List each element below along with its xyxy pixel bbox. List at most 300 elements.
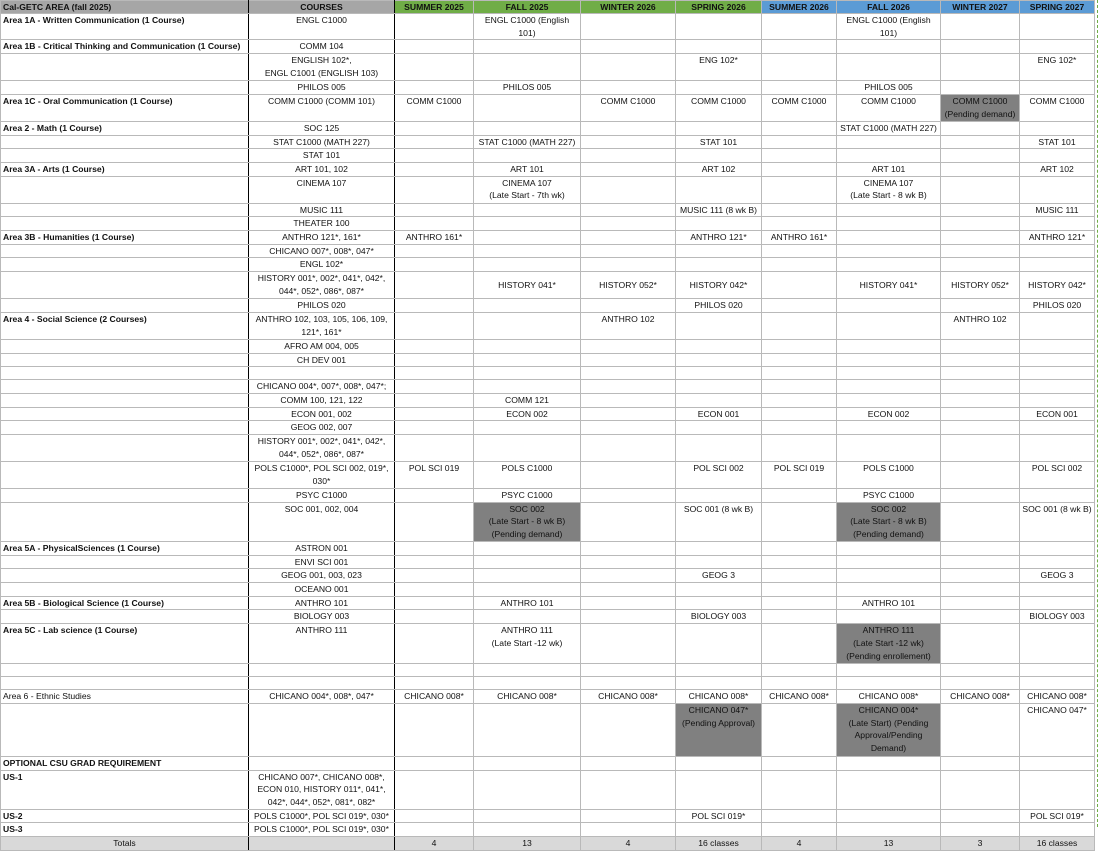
schedule-cell[interactable] [581, 407, 676, 421]
schedule-cell[interactable] [1020, 555, 1095, 569]
schedule-cell[interactable] [941, 231, 1020, 245]
course-cell[interactable]: ENGL C1000 [249, 14, 395, 40]
schedule-cell[interactable] [762, 40, 837, 54]
schedule-cell[interactable] [581, 541, 676, 555]
schedule-cell[interactable] [581, 203, 676, 217]
schedule-cell[interactable] [941, 555, 1020, 569]
schedule-cell[interactable] [474, 677, 581, 690]
schedule-cell[interactable] [837, 582, 941, 596]
schedule-cell[interactable] [762, 435, 837, 462]
header-term[interactable]: FALL 2025 [474, 1, 581, 14]
area-cell[interactable] [1, 367, 249, 380]
schedule-cell[interactable] [395, 703, 474, 756]
area-cell[interactable]: Area 2 - Math (1 Course) [1, 121, 249, 135]
schedule-cell[interactable] [474, 339, 581, 353]
schedule-cell[interactable] [676, 421, 762, 435]
schedule-cell[interactable] [474, 217, 581, 231]
area-cell[interactable] [1, 54, 249, 81]
area-cell[interactable]: OPTIONAL CSU GRAD REQUIREMENT [1, 756, 249, 770]
schedule-cell[interactable] [474, 569, 581, 583]
schedule-cell[interactable]: CHICANO 008* [474, 690, 581, 704]
schedule-cell[interactable] [762, 14, 837, 40]
schedule-cell[interactable] [837, 54, 941, 81]
area-cell[interactable] [1, 272, 249, 299]
area-cell[interactable] [1, 244, 249, 258]
schedule-cell[interactable] [581, 435, 676, 462]
course-cell[interactable]: CHICANO 004*, 008*, 047* [249, 690, 395, 704]
schedule-cell[interactable] [1020, 217, 1095, 231]
schedule-cell[interactable]: ANTHRO 121* [676, 231, 762, 245]
totals-value[interactable]: 13 [837, 837, 941, 851]
schedule-cell[interactable]: BIOLOGY 003 [676, 610, 762, 624]
schedule-cell[interactable] [1020, 596, 1095, 610]
schedule-cell[interactable] [837, 555, 941, 569]
area-cell[interactable]: Area 3A - Arts (1 Course) [1, 162, 249, 176]
schedule-cell[interactable] [837, 312, 941, 339]
course-cell[interactable]: SOC 001, 002, 004 [249, 502, 395, 541]
schedule-cell[interactable] [837, 677, 941, 690]
schedule-cell[interactable] [762, 809, 837, 823]
totals-value[interactable]: 4 [762, 837, 837, 851]
schedule-cell[interactable] [581, 770, 676, 809]
schedule-cell[interactable] [941, 244, 1020, 258]
course-cell[interactable]: GEOG 002, 007 [249, 421, 395, 435]
course-cell[interactable]: BIOLOGY 003 [249, 610, 395, 624]
schedule-cell[interactable] [676, 541, 762, 555]
schedule-cell[interactable] [474, 756, 581, 770]
schedule-cell[interactable] [474, 121, 581, 135]
schedule-cell[interactable]: PSYC C1000 [474, 489, 581, 503]
schedule-cell[interactable]: SOC 001 (8 wk B) [676, 502, 762, 541]
header-area[interactable]: Cal-GETC AREA (fall 2025) [1, 1, 249, 14]
schedule-cell[interactable] [837, 149, 941, 163]
schedule-cell[interactable] [474, 823, 581, 837]
schedule-cell[interactable] [395, 203, 474, 217]
schedule-cell[interactable] [1020, 677, 1095, 690]
schedule-cell[interactable]: POL SCI 002 [676, 462, 762, 489]
schedule-cell[interactable] [395, 435, 474, 462]
course-cell[interactable]: PHILOS 020 [249, 299, 395, 313]
schedule-cell[interactable]: ANTHRO 111 (Late Start -12 wk) [474, 624, 581, 664]
schedule-cell[interactable] [474, 231, 581, 245]
schedule-cell[interactable] [474, 40, 581, 54]
header-term[interactable]: SUMMER 2026 [762, 1, 837, 14]
schedule-cell[interactable] [837, 244, 941, 258]
schedule-cell[interactable] [581, 489, 676, 503]
schedule-cell[interactable] [395, 502, 474, 541]
schedule-cell[interactable] [762, 135, 837, 149]
course-cell[interactable]: GEOG 001, 003, 023 [249, 569, 395, 583]
course-cell[interactable]: COMM C1000 (COMM 101) [249, 94, 395, 121]
totals-courses-cell[interactable] [249, 837, 395, 851]
totals-value[interactable]: 4 [581, 837, 676, 851]
area-cell[interactable] [1, 703, 249, 756]
schedule-cell[interactable] [1020, 393, 1095, 407]
course-cell[interactable]: ECON 001, 002 [249, 407, 395, 421]
schedule-cell[interactable] [474, 312, 581, 339]
schedule-cell[interactable] [581, 380, 676, 394]
schedule-cell[interactable] [762, 756, 837, 770]
schedule-cell[interactable] [941, 367, 1020, 380]
schedule-cell[interactable] [941, 393, 1020, 407]
schedule-cell[interactable] [581, 393, 676, 407]
schedule-cell[interactable] [581, 81, 676, 95]
schedule-cell[interactable] [762, 81, 837, 95]
schedule-cell[interactable] [676, 435, 762, 462]
course-cell[interactable] [249, 756, 395, 770]
schedule-cell[interactable] [395, 809, 474, 823]
schedule-cell[interactable] [762, 677, 837, 690]
schedule-cell[interactable] [762, 299, 837, 313]
schedule-cell[interactable] [581, 582, 676, 596]
header-term[interactable]: SPRING 2027 [1020, 1, 1095, 14]
course-cell[interactable]: PHILOS 005 [249, 81, 395, 95]
schedule-cell[interactable]: ECON 001 [1020, 407, 1095, 421]
schedule-cell[interactable] [395, 14, 474, 40]
schedule-cell[interactable] [676, 624, 762, 664]
schedule-cell[interactable] [762, 703, 837, 756]
area-cell[interactable]: US-3 [1, 823, 249, 837]
schedule-cell[interactable] [762, 258, 837, 272]
area-cell[interactable] [1, 393, 249, 407]
schedule-cell[interactable] [581, 258, 676, 272]
schedule-cell[interactable] [474, 149, 581, 163]
totals-value[interactable]: 16 classes [1020, 837, 1095, 851]
schedule-cell[interactable] [1020, 121, 1095, 135]
schedule-cell[interactable] [941, 610, 1020, 624]
course-cell[interactable]: STAT 101 [249, 149, 395, 163]
schedule-cell[interactable]: ART 102 [676, 162, 762, 176]
schedule-cell[interactable]: CHICANO 008* [395, 690, 474, 704]
course-cell[interactable]: AFRO AM 004, 005 [249, 339, 395, 353]
schedule-cell[interactable] [837, 217, 941, 231]
schedule-cell[interactable] [395, 217, 474, 231]
schedule-cell[interactable] [581, 367, 676, 380]
schedule-cell[interactable] [395, 121, 474, 135]
schedule-cell[interactable] [762, 823, 837, 837]
schedule-cell[interactable] [395, 823, 474, 837]
schedule-cell[interactable] [581, 610, 676, 624]
schedule-cell[interactable] [941, 258, 1020, 272]
area-cell[interactable] [1, 502, 249, 541]
schedule-cell[interactable] [941, 339, 1020, 353]
schedule-cell[interactable]: COMM C1000 [676, 94, 762, 121]
course-cell[interactable]: ENGL 102* [249, 258, 395, 272]
schedule-cell[interactable] [837, 823, 941, 837]
schedule-cell[interactable]: POL SCI 002 [1020, 462, 1095, 489]
schedule-cell[interactable]: CHICANO 008* [676, 690, 762, 704]
schedule-cell[interactable]: MUSIC 111 (8 wk B) [676, 203, 762, 217]
area-cell[interactable]: Area 5B - Biological Science (1 Course) [1, 596, 249, 610]
area-cell[interactable] [1, 380, 249, 394]
area-cell[interactable] [1, 677, 249, 690]
schedule-cell[interactable] [395, 135, 474, 149]
header-term[interactable]: FALL 2026 [837, 1, 941, 14]
schedule-cell[interactable] [941, 569, 1020, 583]
area-cell[interactable]: Area 6 - Ethnic Studies [1, 690, 249, 704]
schedule-cell[interactable] [837, 339, 941, 353]
schedule-cell[interactable] [762, 244, 837, 258]
area-cell[interactable] [1, 135, 249, 149]
schedule-cell[interactable] [837, 756, 941, 770]
schedule-cell[interactable] [762, 149, 837, 163]
schedule-cell[interactable] [762, 367, 837, 380]
schedule-cell[interactable] [395, 367, 474, 380]
schedule-cell[interactable]: CINEMA 107 (Late Start - 7th wk) [474, 176, 581, 203]
schedule-cell[interactable] [474, 541, 581, 555]
totals-value[interactable]: 16 classes [676, 837, 762, 851]
schedule-cell[interactable] [676, 582, 762, 596]
schedule-cell[interactable] [395, 244, 474, 258]
course-cell[interactable]: CHICANO 007*, CHICANO 008*, ECON 010, HISTORY 011*, 041*, 042*, 044*, 052*, 081*, 082* [249, 770, 395, 809]
schedule-cell[interactable]: COMM C1000 [762, 94, 837, 121]
schedule-cell[interactable] [581, 664, 676, 677]
schedule-cell[interactable] [395, 380, 474, 394]
schedule-cell[interactable]: COMM 121 [474, 393, 581, 407]
area-cell[interactable] [1, 217, 249, 231]
schedule-cell[interactable] [474, 353, 581, 367]
schedule-cell[interactable] [941, 823, 1020, 837]
header-term[interactable]: SPRING 2026 [676, 1, 762, 14]
schedule-cell[interactable]: ART 101 [837, 162, 941, 176]
area-cell[interactable] [1, 339, 249, 353]
area-cell[interactable]: Area 5C - Lab science (1 Course) [1, 624, 249, 664]
schedule-cell[interactable] [941, 703, 1020, 756]
schedule-cell[interactable] [395, 258, 474, 272]
schedule-cell[interactable] [762, 569, 837, 583]
area-cell[interactable] [1, 299, 249, 313]
area-cell[interactable]: Area 1A - Written Communication (1 Course) [1, 14, 249, 40]
schedule-cell[interactable]: ANTHRO 161* [395, 231, 474, 245]
schedule-cell[interactable] [941, 203, 1020, 217]
schedule-cell[interactable] [1020, 624, 1095, 664]
schedule-cell[interactable] [837, 421, 941, 435]
schedule-cell[interactable] [395, 421, 474, 435]
schedule-cell[interactable] [1020, 367, 1095, 380]
schedule-cell[interactable]: ECON 002 [837, 407, 941, 421]
schedule-cell[interactable] [395, 582, 474, 596]
schedule-cell[interactable]: POL SCI 019 [395, 462, 474, 489]
course-cell[interactable]: CH DEV 001 [249, 353, 395, 367]
schedule-cell[interactable] [676, 244, 762, 258]
schedule-cell[interactable] [837, 569, 941, 583]
schedule-cell[interactable] [581, 121, 676, 135]
schedule-cell[interactable] [941, 217, 1020, 231]
schedule-cell[interactable] [474, 244, 581, 258]
area-cell[interactable]: Area 5A - PhysicalSciences (1 Course) [1, 541, 249, 555]
schedule-cell[interactable] [395, 596, 474, 610]
schedule-cell[interactable] [762, 502, 837, 541]
course-cell[interactable]: THEATER 100 [249, 217, 395, 231]
schedule-cell[interactable] [762, 407, 837, 421]
schedule-cell[interactable] [837, 367, 941, 380]
schedule-cell[interactable]: PHILOS 020 [676, 299, 762, 313]
schedule-cell[interactable]: CHICANO 004* (Late Start) (Pending Approval/Pending Demand) [837, 703, 941, 756]
schedule-cell[interactable]: STAT C1000 (MATH 227) [474, 135, 581, 149]
schedule-cell[interactable] [941, 677, 1020, 690]
schedule-cell[interactable] [1020, 312, 1095, 339]
schedule-cell[interactable] [1020, 770, 1095, 809]
schedule-cell[interactable] [762, 176, 837, 203]
schedule-cell[interactable]: ANTHRO 101 [837, 596, 941, 610]
schedule-cell[interactable]: ANTHRO 102 [941, 312, 1020, 339]
schedule-cell[interactable] [941, 435, 1020, 462]
schedule-cell[interactable]: GEOG 3 [1020, 569, 1095, 583]
header-term[interactable]: SUMMER 2025 [395, 1, 474, 14]
schedule-cell[interactable]: ANTHRO 161* [762, 231, 837, 245]
schedule-cell[interactable] [395, 162, 474, 176]
area-cell[interactable] [1, 353, 249, 367]
schedule-cell[interactable]: ANTHRO 111 (Late Start -12 wk) (Pending enrollement) [837, 624, 941, 664]
schedule-cell[interactable] [762, 121, 837, 135]
course-cell[interactable]: ANTHRO 102, 103, 105, 106, 109, 121*, 161* [249, 312, 395, 339]
schedule-cell[interactable] [941, 407, 1020, 421]
schedule-cell[interactable] [837, 770, 941, 809]
course-cell[interactable]: HISTORY 001*, 002*, 041*, 042*, 044*, 052*, 086*, 087* [249, 435, 395, 462]
area-cell[interactable]: US-2 [1, 809, 249, 823]
area-cell[interactable]: Area 1C - Oral Communication (1 Course) [1, 94, 249, 121]
schedule-cell[interactable] [676, 555, 762, 569]
schedule-cell[interactable] [762, 489, 837, 503]
schedule-cell[interactable] [762, 339, 837, 353]
schedule-cell[interactable]: COMM C1000 [581, 94, 676, 121]
course-cell[interactable]: ASTRON 001 [249, 541, 395, 555]
course-cell[interactable]: HISTORY 001*, 002*, 041*, 042*, 044*, 052*, 086*, 087* [249, 272, 395, 299]
schedule-cell[interactable] [474, 610, 581, 624]
schedule-cell[interactable] [941, 664, 1020, 677]
schedule-cell[interactable]: ECON 002 [474, 407, 581, 421]
header-term[interactable]: WINTER 2027 [941, 1, 1020, 14]
schedule-cell[interactable] [581, 502, 676, 541]
schedule-cell[interactable] [941, 176, 1020, 203]
schedule-cell[interactable] [581, 149, 676, 163]
course-cell[interactable]: POLS C1000*, POL SCI 019*, 030* [249, 809, 395, 823]
schedule-cell[interactable] [395, 541, 474, 555]
schedule-cell[interactable] [762, 596, 837, 610]
schedule-cell[interactable] [941, 502, 1020, 541]
schedule-cell[interactable] [762, 624, 837, 664]
course-cell[interactable]: ANTHRO 121*, 161* [249, 231, 395, 245]
area-cell[interactable]: Area 3B - Humanities (1 Course) [1, 231, 249, 245]
schedule-cell[interactable] [1020, 353, 1095, 367]
schedule-cell[interactable] [941, 162, 1020, 176]
schedule-cell[interactable] [581, 162, 676, 176]
schedule-cell[interactable] [581, 823, 676, 837]
schedule-cell[interactable] [395, 393, 474, 407]
schedule-cell[interactable] [762, 380, 837, 394]
schedule-cell[interactable] [395, 664, 474, 677]
schedule-cell[interactable]: HISTORY 052* [941, 272, 1020, 299]
schedule-cell[interactable]: PSYC C1000 [837, 489, 941, 503]
schedule-cell[interactable] [474, 299, 581, 313]
schedule-cell[interactable] [1020, 149, 1095, 163]
schedule-cell[interactable] [941, 40, 1020, 54]
schedule-cell[interactable] [474, 54, 581, 81]
course-cell[interactable]: MUSIC 111 [249, 203, 395, 217]
schedule-cell[interactable] [395, 339, 474, 353]
schedule-cell[interactable] [676, 770, 762, 809]
schedule-cell[interactable] [837, 203, 941, 217]
schedule-cell[interactable] [676, 367, 762, 380]
schedule-cell[interactable]: GEOG 3 [676, 569, 762, 583]
area-cell[interactable] [1, 421, 249, 435]
schedule-cell[interactable] [581, 555, 676, 569]
schedule-cell[interactable]: POL SCI 019 [762, 462, 837, 489]
schedule-cell[interactable] [581, 462, 676, 489]
schedule-cell[interactable]: PHILOS 005 [837, 81, 941, 95]
schedule-cell[interactable] [762, 272, 837, 299]
schedule-cell[interactable] [676, 756, 762, 770]
schedule-cell[interactable] [941, 756, 1020, 770]
course-cell[interactable]: ANTHRO 111 [249, 624, 395, 664]
schedule-cell[interactable] [395, 353, 474, 367]
schedule-cell[interactable] [676, 823, 762, 837]
area-cell[interactable] [1, 569, 249, 583]
schedule-cell[interactable] [474, 582, 581, 596]
schedule-cell[interactable] [1020, 489, 1095, 503]
schedule-cell[interactable] [941, 81, 1020, 95]
schedule-cell[interactable]: CHICANO 008* [1020, 690, 1095, 704]
schedule-cell[interactable] [581, 569, 676, 583]
course-cell[interactable] [249, 367, 395, 380]
schedule-cell[interactable]: STAT 101 [676, 135, 762, 149]
schedule-cell[interactable] [1020, 541, 1095, 555]
schedule-cell[interactable] [837, 393, 941, 407]
schedule-cell[interactable] [395, 770, 474, 809]
schedule-cell[interactable] [837, 353, 941, 367]
schedule-cell[interactable]: CHICANO 008* [581, 690, 676, 704]
course-cell[interactable]: CINEMA 107 [249, 176, 395, 203]
schedule-cell[interactable] [474, 367, 581, 380]
schedule-cell[interactable] [941, 353, 1020, 367]
schedule-cell[interactable] [1020, 176, 1095, 203]
schedule-cell[interactable]: STAT C1000 (MATH 227) [837, 121, 941, 135]
area-cell[interactable] [1, 664, 249, 677]
schedule-cell[interactable]: COMM C1000 [1020, 94, 1095, 121]
schedule-cell[interactable] [837, 541, 941, 555]
schedule-cell[interactable] [941, 149, 1020, 163]
schedule-cell[interactable] [941, 14, 1020, 40]
schedule-cell[interactable] [941, 121, 1020, 135]
course-cell[interactable]: COMM 100, 121, 122 [249, 393, 395, 407]
schedule-cell[interactable] [395, 54, 474, 81]
area-cell[interactable]: Area 4 - Social Science (2 Courses) [1, 312, 249, 339]
schedule-cell[interactable] [395, 489, 474, 503]
schedule-cell[interactable] [941, 809, 1020, 823]
schedule-cell[interactable]: POLS C1000 [474, 462, 581, 489]
schedule-cell[interactable]: COMM C1000 (Pending demand) [941, 94, 1020, 121]
schedule-cell[interactable] [581, 231, 676, 245]
schedule-cell[interactable]: CHICANO 008* [762, 690, 837, 704]
schedule-cell[interactable] [837, 40, 941, 54]
schedule-cell[interactable]: ART 101 [474, 162, 581, 176]
schedule-cell[interactable] [395, 756, 474, 770]
schedule-cell[interactable] [474, 380, 581, 394]
course-cell[interactable]: OCEANO 001 [249, 582, 395, 596]
schedule-cell[interactable] [762, 217, 837, 231]
schedule-cell[interactable]: ENGL C1000 (English 101) [837, 14, 941, 40]
course-cell[interactable]: POLS C1000*, POL SCI 019*, 030* [249, 823, 395, 837]
schedule-cell[interactable]: SOC 002 (Late Start - 8 wk B) (Pending demand) [474, 502, 581, 541]
schedule-cell[interactable] [581, 353, 676, 367]
schedule-cell[interactable]: CHICANO 008* [941, 690, 1020, 704]
schedule-cell[interactable] [676, 339, 762, 353]
schedule-cell[interactable] [474, 555, 581, 569]
schedule-cell[interactable] [581, 756, 676, 770]
schedule-cell[interactable] [941, 489, 1020, 503]
schedule-cell[interactable] [837, 299, 941, 313]
schedule-cell[interactable]: STAT 101 [1020, 135, 1095, 149]
